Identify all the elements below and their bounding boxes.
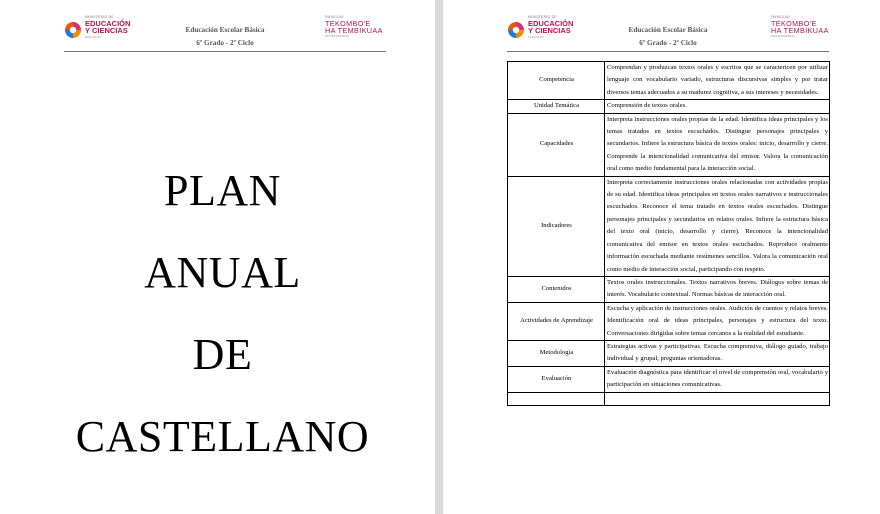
table-row — [508, 340, 830, 366]
logo-text-line: TEKOMBO'E — [771, 18, 817, 28]
table-row — [508, 62, 830, 100]
logo-text-line: TEKOMBO'E — [325, 18, 371, 28]
ministry-logo — [64, 16, 130, 39]
logo-text-line: HA TEMBIKUAA — [771, 25, 829, 35]
row-text: Escucha y aplicación de instrucciones orales. Audición de cuentos y relatos breves. Identificación oral de ideas principales, personajes y estructura del texto. Conversaciones dirigidas sobre temas cercanos a la realidad del estudiante. — [605, 302, 830, 340]
logo-text-line: Y CIENCIAS — [85, 26, 128, 35]
row-text: Textos orales instruccionales. Textos narrativos breves. Diálogos sobre temas de interés. Vocabulario contextual. Normas básicas de interacción oral. — [605, 276, 830, 302]
table-row — [508, 276, 830, 302]
row-label: Capacidades — [508, 113, 605, 176]
row-label: Competencia — [508, 62, 605, 100]
logo-text-line: PARAGUAY — [771, 15, 790, 19]
row-text: Comprensión de textos orales. — [605, 100, 830, 113]
table-row — [508, 302, 830, 340]
logo-text-line: PARAGUAY — [325, 15, 344, 19]
logo-text-line: PARAGUAY — [528, 34, 545, 39]
header-title: Educación Escolar Básica — [628, 26, 708, 34]
logo-text-line: EDUCACIÓN — [85, 18, 131, 28]
logo-text-line: MOTENONDEHA — [771, 33, 795, 38]
logo-text-line: MINISTERIO DE — [85, 15, 114, 19]
row-text: Interpreta correctamente instrucciones orales relacionadas con actividades propias de su edad. Identifica ideas principales en textos orales narrativos e instruccionales escuchados. Reconoce el tema tratado en textos orales escuchados. Distingue personajes principales y secundarios en relatos orales. Infiere la estructura básica del texto oral (inicio, desarrollo y cierre). Reconoce la intencionalidad comunicativa del emisor en textos orales escuchados. Reproduce oralmente información escuchada mediante resúmenes sencillos. Valora la comunicación oral como medio de interacción social, participando con respeto. — [605, 176, 830, 276]
row-label: Actividades de Aprendizaje — [508, 302, 605, 340]
logo-text-line: EDUCACIÓN — [528, 18, 574, 28]
cover-title-line: PLAN — [164, 166, 281, 215]
row-label: Indicadores — [508, 176, 605, 276]
ministry-emblem-icon — [64, 21, 82, 39]
table-row — [508, 176, 830, 276]
cover-title-line: ANUAL — [144, 248, 301, 297]
logo-text-line: MOTENONDEHA — [325, 33, 349, 38]
page-header — [507, 14, 829, 52]
document-page-plan — [443, 0, 880, 514]
header-title-block — [169, 24, 281, 50]
row-label: Evaluación — [508, 366, 605, 392]
logo-text-line: MINISTERIO DE — [528, 15, 557, 19]
row-text: Estrategias activas y participativas. Escucha comprensiva, diálogo guiado, trabajo individual y grupal, preguntas orientadoras. — [605, 340, 830, 366]
page-header — [64, 14, 386, 52]
header-subtitle: 6º Grado - 2º Ciclo — [196, 39, 254, 47]
plan-table — [507, 61, 830, 406]
cover-title-line: DE — [192, 330, 253, 379]
table-row — [508, 113, 830, 176]
row-label: Unidad Temática — [508, 100, 605, 113]
header-divider — [507, 51, 829, 52]
row-text: Evaluación diagnóstica para identificar el nivel de comprensión oral, vocabulario y participación en situaciones comunicativas. — [605, 366, 830, 392]
row-label: Contenidos — [508, 276, 605, 302]
table-row — [508, 366, 830, 392]
tekomboe-logo — [771, 16, 829, 38]
header-subtitle: 6º Grado - 2º Ciclo — [639, 39, 697, 47]
header-title: Educación Escolar Básica — [185, 26, 265, 34]
logo-text-line: Y CIENCIAS — [528, 26, 571, 35]
table-row — [508, 392, 830, 405]
row-text: Interpreta instrucciones orales propias de la edad. Identifica ideas principales y los temas tratados en textos escuchados. Distingue personajes principales y secundarios. Infiere la estructura básica de textos orales: inicio, desarrollo y cierre. Comprende la intencionalidad comunicativa del emisor. Valora la comunicación oral como medio fundamental para la interacción social. — [605, 113, 830, 176]
table-row — [508, 100, 830, 113]
cover-title-line: CASTELLANO — [75, 412, 370, 461]
ministry-emblem-icon — [507, 21, 525, 39]
cover-title — [0, 150, 435, 478]
row-text: Comprendan y produzcan textos orales y escritos que se caractericen por utilizar lenguaje con vocabulario variado, estructuras discursivas simples y por tratar diversos temas adecuados a su madurez cognitiva, a sus intereses y necesidades. — [605, 62, 830, 100]
row-label — [508, 392, 605, 405]
row-text — [605, 392, 830, 405]
tekomboe-logo — [325, 16, 383, 38]
document-page-cover — [0, 0, 435, 514]
ministry-logo — [507, 16, 573, 39]
header-title-block — [612, 24, 724, 50]
row-label: Metodología — [508, 340, 605, 366]
logo-text-line: HA TEMBIKUAA — [325, 25, 383, 35]
logo-text-line: PARAGUAY — [85, 34, 102, 39]
header-divider — [64, 51, 386, 52]
